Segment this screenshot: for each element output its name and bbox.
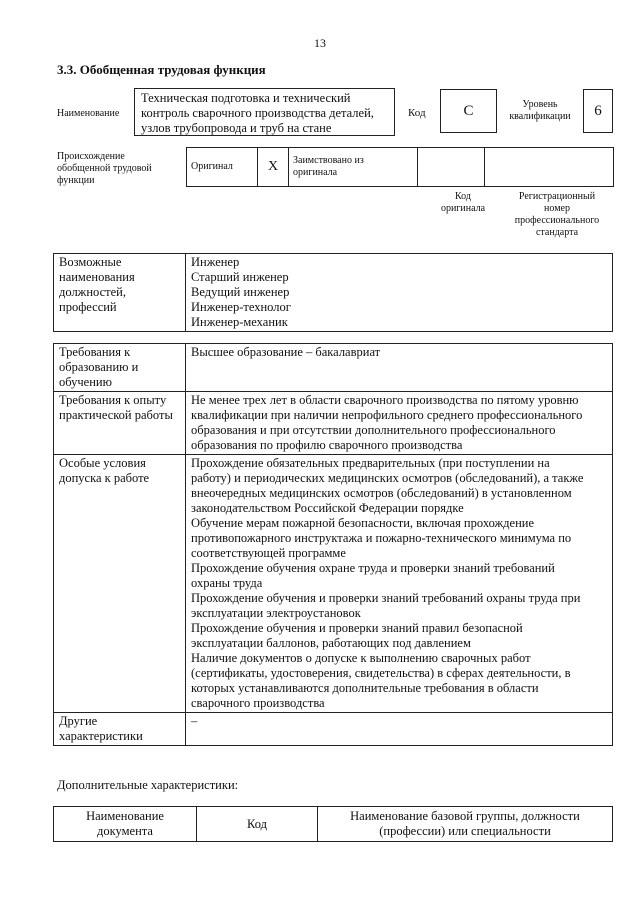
position-item: Инженер-технолог bbox=[191, 300, 291, 314]
requirement-label-line: характеристики bbox=[59, 729, 143, 743]
positions-label bbox=[54, 254, 186, 332]
positions-label-line: профессий bbox=[59, 300, 117, 314]
table-row bbox=[54, 713, 613, 746]
position-item: Старший инженер bbox=[191, 270, 289, 284]
table-row bbox=[54, 455, 613, 713]
positions-list bbox=[186, 254, 613, 332]
requirement-value-line: Обучение мерам пожарной безопасности, включая прохождение bbox=[191, 516, 534, 530]
doc-col-code-header: Код bbox=[197, 807, 318, 842]
requirement-value-line: Прохождение обучения и проверки знаний правил безопасной bbox=[191, 621, 523, 635]
level-label-line: квалификации bbox=[509, 111, 571, 122]
original-label: Оригинал bbox=[187, 148, 258, 187]
origin-label-line: обобщенной трудовой bbox=[57, 163, 152, 174]
caption-line: номер bbox=[544, 203, 570, 214]
function-name-line: Техническая подготовка и технический bbox=[141, 91, 351, 105]
requirement-value-line: эксплуатации баллонов, работающих под давлением bbox=[191, 636, 471, 650]
registration-number-cell bbox=[485, 148, 614, 187]
requirement-value-line: Прохождение обучения и проверки знаний требований охраны труда при bbox=[191, 591, 581, 605]
name-label: Наименование bbox=[57, 108, 120, 119]
caption-line: стандарта bbox=[535, 227, 579, 238]
document-table bbox=[53, 806, 613, 842]
origin-label bbox=[57, 151, 177, 187]
requirement-value bbox=[186, 713, 613, 746]
page-number: 13 bbox=[314, 36, 326, 50]
position-item: Ведущий инженер bbox=[191, 285, 290, 299]
requirement-value-line: образования и при отсутствии дополнительного профессионального bbox=[191, 423, 556, 437]
requirement-value-line: – bbox=[191, 714, 198, 728]
positions-label-line: наименования bbox=[59, 270, 135, 284]
requirement-value-line: образования по профилю сварочного производства bbox=[191, 438, 463, 452]
requirement-label-line: практической работы bbox=[59, 408, 173, 422]
requirement-value-line: законодательством Российской Федерации порядке bbox=[191, 501, 464, 515]
origin-table bbox=[186, 147, 614, 187]
level-label-line: Уровень bbox=[522, 99, 558, 110]
borrowed-label-line: оригинала bbox=[293, 167, 338, 178]
requirement-value-line: противопожарного инструктажа и пожарно-технического минимума по bbox=[191, 531, 572, 545]
requirement-value-line: сварочного производства bbox=[191, 696, 325, 710]
requirement-value-line: (сертификаты, удостоверения, свидетельства) в сферах деятельности, в bbox=[191, 666, 571, 680]
requirement-label-line: допуска к работе bbox=[59, 471, 150, 485]
origin-label-line: функции bbox=[57, 175, 95, 186]
header-line: (профессии) или специальности bbox=[379, 824, 551, 838]
borrowed-label bbox=[289, 148, 418, 187]
function-name-box bbox=[134, 88, 395, 136]
doc-col-group-header bbox=[318, 807, 613, 842]
positions-label-line: должностей, bbox=[59, 285, 126, 299]
requirement-label-line: Другие bbox=[59, 714, 98, 728]
header-line: Наименование bbox=[86, 809, 164, 823]
header-line: Наименование базовой группы, должности bbox=[350, 809, 580, 823]
requirement-value-line: Прохождение обязательных предварительных (при поступлении на bbox=[191, 456, 550, 470]
caption-line: Код bbox=[455, 191, 471, 202]
requirement-value bbox=[186, 455, 613, 713]
code-value: C bbox=[463, 102, 474, 119]
requirement-label bbox=[54, 455, 186, 713]
requirement-label-line: обучению bbox=[59, 375, 112, 389]
requirement-value-line: охраны труда bbox=[191, 576, 263, 590]
caption-line: оригинала bbox=[440, 203, 486, 214]
requirement-value-line: квалификации при наличии непрофильного среднего профессионального bbox=[191, 408, 583, 422]
caption-line: профессионального bbox=[514, 215, 600, 226]
requirement-label-line: Требования к bbox=[59, 345, 131, 359]
requirement-value bbox=[186, 392, 613, 455]
code-label: Код bbox=[408, 107, 426, 119]
code-value-box bbox=[440, 89, 497, 133]
caption-line: Регистрационный bbox=[518, 191, 596, 202]
positions-table bbox=[53, 253, 613, 332]
level-label bbox=[500, 99, 580, 123]
function-name-line: узлов трубопровода и труб на стане bbox=[141, 121, 332, 135]
requirement-label-line: Особые условия bbox=[59, 456, 146, 470]
table-row bbox=[54, 344, 613, 392]
positions-label-line: Возможные bbox=[59, 255, 122, 269]
requirement-value-line: работу) и периодических медицинских осмотров (обследований), а также bbox=[191, 471, 584, 485]
additional-characteristics-title: Дополнительные характеристики: bbox=[57, 778, 239, 792]
original-code-caption bbox=[430, 191, 496, 215]
requirement-label bbox=[54, 392, 186, 455]
requirement-value-line: соответствующей программе bbox=[191, 546, 346, 560]
level-value: 6 bbox=[594, 102, 602, 119]
position-item: Инженер-механик bbox=[191, 315, 288, 329]
requirements-table bbox=[53, 343, 613, 746]
level-value-box bbox=[583, 89, 613, 133]
position-item: Инженер bbox=[191, 255, 240, 269]
requirement-value-line: Не менее трех лет в области сварочного производства по пятому уровню bbox=[191, 393, 579, 407]
header-line: документа bbox=[97, 824, 153, 838]
requirement-label bbox=[54, 344, 186, 392]
section-title: 3.3. Обобщенная трудовая функция bbox=[57, 62, 266, 77]
function-name-line: контроль сварочного производства деталей, bbox=[141, 106, 374, 120]
original-code-cell bbox=[418, 148, 485, 187]
requirement-value-line: Прохождение обучения охране труда и проверки знаний требований bbox=[191, 561, 555, 575]
requirement-value-line: Высшее образование – бакалавриат bbox=[191, 345, 381, 359]
requirement-value bbox=[186, 344, 613, 392]
doc-col-name-header bbox=[54, 807, 197, 842]
table-row bbox=[54, 392, 613, 455]
requirement-label bbox=[54, 713, 186, 746]
original-mark: X bbox=[258, 148, 289, 187]
requirement-label-line: образованию и bbox=[59, 360, 139, 374]
requirement-value-line: внеочередных медицинских осмотров (обследований) в установленном bbox=[191, 486, 572, 500]
registration-number-caption bbox=[500, 191, 614, 239]
requirement-value-line: эксплуатации электроустановок bbox=[191, 606, 361, 620]
borrowed-label-line: Заимствовано из bbox=[293, 155, 364, 166]
table-row bbox=[54, 807, 613, 842]
requirement-label-line: Требования к опыту bbox=[59, 393, 167, 407]
requirement-value-line: Наличие документов о допуске к выполнению сварочных работ bbox=[191, 651, 531, 665]
origin-label-line: Происхождение bbox=[57, 151, 125, 162]
requirement-value-line: которых устанавливаются дополнительные требования в области bbox=[191, 681, 539, 695]
